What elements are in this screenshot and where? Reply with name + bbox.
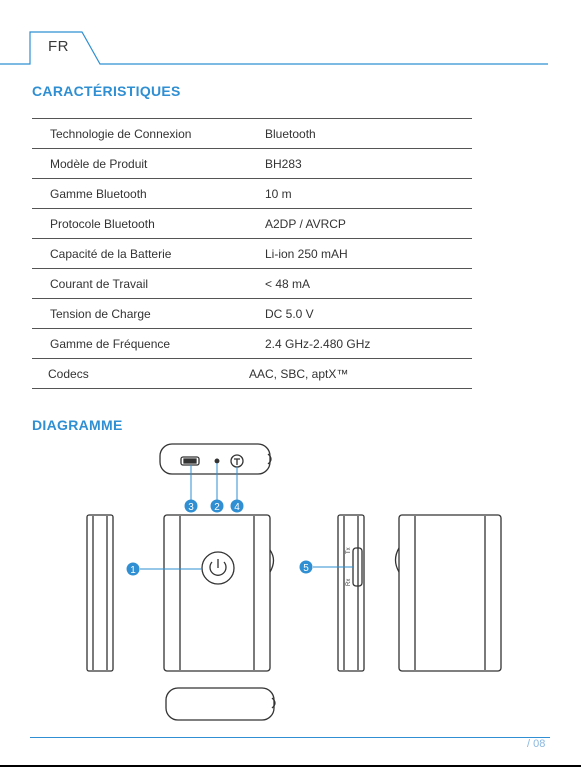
spec-value: Bluetooth (265, 127, 316, 141)
device-top-view (160, 444, 271, 474)
product-diagram (0, 430, 581, 730)
spec-label: Gamme Bluetooth (50, 187, 147, 201)
spec-value: DC 5.0 V (265, 307, 314, 321)
svg-text:5: 5 (303, 563, 309, 574)
device-back-view (396, 515, 502, 671)
switch-label-rx: Rx (346, 578, 352, 586)
spec-value: 10 m (265, 187, 292, 201)
callout-2 (211, 500, 224, 514)
spec-value: Li-ion 250 mAH (265, 247, 348, 261)
svg-text:1: 1 (130, 565, 136, 576)
spec-value: A2DP / AVRCP (265, 217, 346, 231)
callout-3 (185, 500, 198, 514)
specs-title: CARACTÉRISTIQUES (32, 83, 181, 99)
table-row (32, 149, 472, 179)
device-bottom-view (166, 688, 275, 720)
spec-value: < 48 mA (265, 277, 311, 291)
callout-1 (127, 563, 140, 577)
diagram-title: DIAGRAMME (32, 417, 123, 433)
spec-label: Protocole Bluetooth (50, 217, 155, 231)
svg-text:3: 3 (188, 502, 194, 513)
header-tab (0, 0, 581, 70)
svg-text:2: 2 (214, 502, 220, 513)
callout-4 (231, 500, 244, 514)
spec-label: Tension de Charge (50, 307, 151, 321)
device-side-view-right (338, 515, 364, 671)
spec-value: 2.4 GHz-2.480 GHz (265, 337, 371, 351)
specs-table (32, 118, 472, 389)
spec-value: BH283 (265, 157, 302, 171)
table-row (32, 239, 472, 269)
spec-label: Codecs (48, 367, 89, 381)
spec-label: Gamme de Fréquence (50, 337, 171, 351)
svg-text:4: 4 (234, 502, 240, 513)
bottom-strip (0, 763, 581, 770)
device-front-view (164, 515, 274, 671)
footer-divider (30, 737, 550, 738)
table-row (32, 329, 472, 359)
table-row (32, 179, 472, 209)
device-side-view-left (87, 515, 113, 671)
table-row (32, 269, 472, 299)
table-row (32, 119, 472, 149)
language-label: FR (48, 38, 69, 55)
spec-label: Courant de Travail (50, 277, 149, 291)
switch-label-tx: Tx (346, 547, 352, 554)
page-number: / 08 (527, 738, 546, 750)
table-row (32, 359, 472, 389)
table-row (32, 209, 472, 239)
table-row (32, 299, 472, 329)
spec-label: Technologie de Connexion (50, 127, 192, 141)
spec-value: AAC, SBC, aptX™ (249, 367, 349, 381)
spec-label: Capacité de la Batterie (50, 247, 172, 261)
spec-label: Modèle de Produit (50, 157, 148, 171)
callout-5 (300, 561, 313, 575)
